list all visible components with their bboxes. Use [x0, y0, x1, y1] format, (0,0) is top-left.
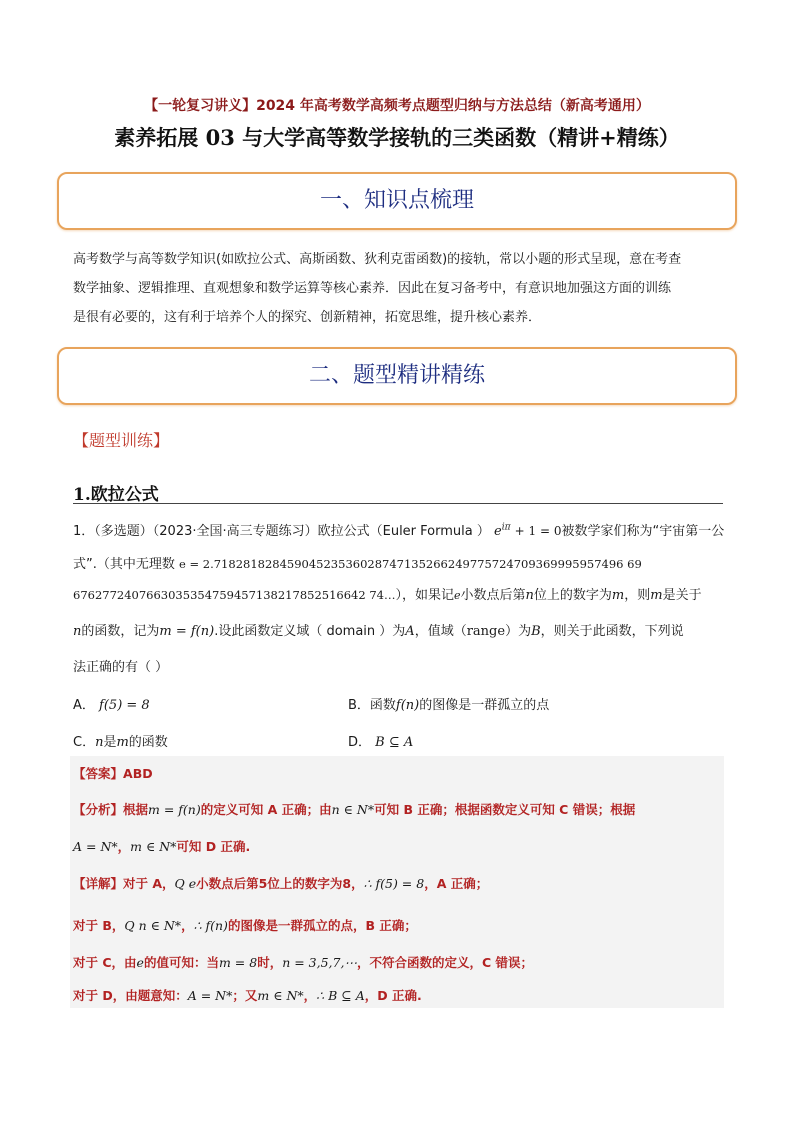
detail-text: 对于 A， [123, 876, 175, 891]
question-text: 被数学家们称为“宇宙第一公 [561, 524, 725, 539]
option-a [73, 694, 150, 713]
formula: n [525, 588, 534, 603]
formula: A = N* [73, 839, 118, 854]
option-text: 的图像是一群孤立的点 [419, 698, 550, 713]
question-text: ），如果记 [395, 588, 454, 603]
formula: m [116, 735, 129, 750]
formula: ∴ f(5) = 8 [363, 876, 425, 891]
detail-text: 时， [257, 955, 283, 970]
option-c [73, 731, 168, 750]
option-d [348, 731, 413, 750]
question-text: ，则 [624, 588, 651, 603]
question-line [73, 620, 728, 639]
formula: n = 3,5,7,⋯ [282, 955, 357, 970]
formula: ∴ f(n) [193, 918, 228, 933]
question-text: .设此函数定义域（ domain ）为 [214, 624, 406, 639]
formula: f(n) [395, 698, 420, 713]
detail-label: 【详解】 [73, 876, 124, 891]
formula: n [95, 735, 104, 750]
formula: range [466, 624, 506, 639]
analysis-label: 【分析】 [73, 802, 124, 817]
section-heading-knowledge-label: 一、知识点梳理 [319, 188, 474, 213]
formula: m ∈ N* [257, 988, 304, 1003]
detail-line [73, 874, 488, 892]
formula: Q n ∈ N* [124, 918, 182, 933]
formula: e [453, 589, 461, 602]
detail-text: ， [303, 988, 317, 1003]
option-label: B．函数 [348, 698, 396, 713]
analysis-line [73, 837, 250, 855]
formula: Q e [174, 876, 197, 891]
question-text: 位上的数字为 [533, 588, 612, 603]
analysis-text: 的定义可知 A 正确；由 [200, 802, 332, 817]
question-text: 式”.（其中无理数 [73, 557, 175, 572]
detail-text: 对于 D，由题意知： [73, 988, 188, 1003]
analysis-text: 可知 D 正确. [176, 839, 251, 854]
question-text: 小数点后第 [460, 588, 526, 603]
detail-text: 小数点后第5位上的数字为8， [196, 876, 364, 891]
formula: m = f(n) [148, 802, 201, 817]
formula: + 1 = 0 [514, 524, 562, 538]
formula: ∴ B ⊆ A [316, 988, 365, 1003]
detail-text: ，不符合函数的定义，C 错误； [356, 955, 533, 970]
option-label: C． [73, 735, 96, 750]
detail-text: ，A 正确； [424, 876, 489, 891]
section-heading-practice [57, 347, 737, 405]
detail-line [73, 953, 533, 971]
analysis-text: 根据 [123, 802, 149, 817]
formula: m = f(n) [159, 624, 215, 639]
detail-text: 的图像是一群孤立的点，B 正确； [227, 918, 417, 933]
detail-text: 的值可知：当 [143, 955, 219, 970]
intro-line: 数学抽象、逻辑推理、直观想象和数学运算等核心素养．因此在复习备考中，有意识地加强这方面的训练 [73, 281, 672, 296]
formula: n ∈ N* [331, 802, 375, 817]
detail-line [73, 986, 422, 1004]
question-text: 的函数，记为 [81, 624, 160, 639]
intro-paragraph [73, 245, 723, 332]
answer-line [73, 764, 153, 782]
intro-line: 是很有必要的，这有利于培养个人的探究、创新精神，拓宽思维，提升核心素养． [73, 310, 542, 325]
section-heading-knowledge [57, 172, 737, 230]
formula: e [136, 955, 144, 970]
euler-number-digits: 6762772407663035354759457138217852516642 74… [73, 588, 396, 602]
option-text: B ⊆ A [375, 735, 414, 750]
analysis-text: 可知 B 正确；根据函数定义可知 C 错误；根据 [374, 802, 636, 817]
option-label: A． [73, 698, 95, 713]
formula: B [531, 624, 541, 639]
question-line [73, 584, 728, 603]
question-text: 1．（多选题）（2023·全国·高三专题练习）欧拉公式（Euler Formula ） [73, 524, 490, 539]
question-line [73, 520, 728, 539]
intro-line: 高考数学与高等数学知识(如欧拉公式、高斯函数、狄利克雷函数)的接轨，常以小题的形式呈现，意在考查 [73, 252, 682, 267]
detail-text: 对于 C，由 [73, 955, 137, 970]
formula: A = N* [187, 988, 233, 1003]
question-text: 是关于 [662, 588, 702, 603]
detail-text: ；又 [232, 988, 258, 1003]
question-line [73, 553, 728, 572]
euler-number-digits: e = 2.71828182845904523536028747135266249775724709369995957496 69 [179, 557, 642, 571]
question-line: 法正确的有（ ） [73, 660, 169, 675]
formula-exponent: iπ [501, 522, 511, 533]
option-text: 是 [103, 735, 117, 750]
formula: A [405, 624, 415, 639]
question-text: ）为 [505, 624, 532, 639]
section-heading-practice-label: 二、题型精讲精练 [308, 363, 485, 388]
detail-text: ， [181, 918, 194, 933]
answer-label: 【答案】 [73, 766, 124, 781]
option-b [348, 694, 549, 713]
analysis-text: ， [117, 839, 131, 854]
formula: n [73, 624, 82, 639]
answer-value: ABD [123, 766, 153, 781]
formula: e [494, 524, 502, 539]
document-title: 素养拓展 03 与大学高等数学接轨的三类函数（精讲+精练） [114, 125, 680, 150]
option-text: 的函数 [128, 735, 168, 750]
option-label: D． [348, 735, 372, 750]
document-subtitle: 【一轮复习讲义】2024 年高考数学高频考点题型归纳与方法总结（新高考通用） [144, 98, 650, 114]
topic-heading: 1.欧拉公式 [73, 485, 159, 505]
detail-text: 对于 B， [73, 918, 125, 933]
analysis-line [73, 800, 635, 818]
question-text: ，值域（ [414, 624, 467, 639]
formula: m [611, 588, 625, 603]
practice-heading: 【题型训练】 [73, 431, 170, 450]
formula: m = 8 [218, 955, 258, 970]
question-text: ，则关于此函数，下列说 [540, 624, 684, 639]
topic-underline [73, 503, 723, 504]
option-text: f(5) = 8 [99, 698, 150, 713]
formula: m ∈ N* [130, 839, 177, 854]
detail-line [73, 916, 417, 934]
formula: m [650, 588, 663, 603]
detail-text: ，D 正确. [364, 988, 422, 1003]
